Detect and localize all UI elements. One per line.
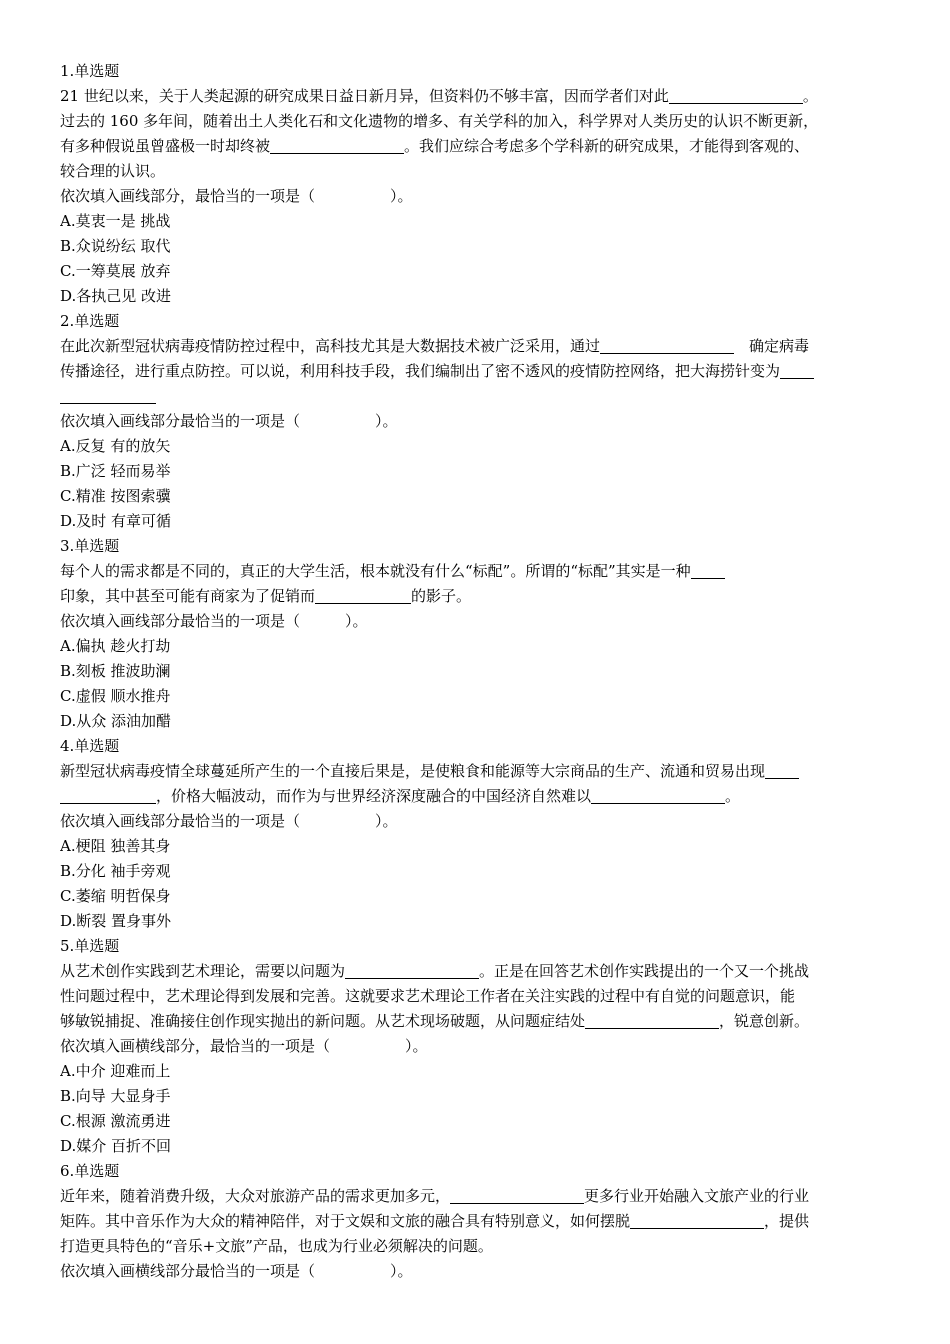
question-prompt: 依次填入画线部分，最恰当的一项是（ ）。 [60, 187, 413, 205]
stem-text: 确定病毒 [734, 337, 810, 355]
answer-option: B.刻板 推波助澜 [60, 662, 171, 680]
answer-option: C.一筹莫展 放弃 [60, 262, 171, 280]
answer-option: B.向导 大显身手 [60, 1087, 171, 1105]
stem-text: 从艺术创作实践到艺术理论，需要以问题为 [60, 962, 346, 980]
answer-option: A.梗阻 独善其身 [60, 837, 171, 855]
stem-text: 有多种假说虽曾盛极一时却终被 [60, 137, 271, 155]
answer-blank [345, 961, 479, 979]
stem-text: 够敏锐捕捉、准确接住创作现实抛出的新问题。从艺术现场破题，从问题症结处 [60, 1012, 586, 1030]
question-stem-line [60, 334, 886, 359]
stem-text: 的影子。 [411, 587, 472, 605]
question-number: 5.单选题 [60, 937, 120, 955]
question-prompt: 依次填入画线部分最恰当的一项是（ ）。 [60, 412, 398, 430]
question-stem-line [60, 959, 886, 984]
stem-text: 近年来，随着消费升级，大众对旅游产品的需求更加多元， [60, 1187, 451, 1205]
answer-option: C.精准 按图索骥 [60, 487, 171, 505]
question-number: 4.单选题 [60, 737, 120, 755]
question-stem-line [60, 384, 886, 409]
answer-option: A.反复 有的放矢 [60, 437, 171, 455]
question-prompt: 依次填入画横线部分，最恰当的一项是（ ）。 [60, 1037, 428, 1055]
answer-option: D.各执己见 改进 [60, 287, 172, 305]
answer-option: A.偏执 趁火打劫 [60, 637, 171, 655]
answer-blank [780, 361, 814, 379]
answer-blank [315, 586, 411, 604]
answer-option: C.虚假 顺水推舟 [60, 687, 171, 705]
stem-text: 。 [725, 787, 741, 805]
answer-option: A.中介 迎难而上 [60, 1062, 171, 1080]
stem-text: 打造更具特色的“音乐+文旅”产品，也成为行业必须解决的问题。 [60, 1237, 493, 1255]
answer-option: D.媒介 百折不回 [60, 1137, 172, 1155]
answer-blank [450, 1186, 584, 1204]
stem-text: 。我们应综合考虑多个学科新的研究成果，才能得到客观的、 [404, 137, 810, 155]
question-stem-line [60, 1209, 886, 1234]
answer-blank [630, 1211, 764, 1229]
stem-text: 较合理的认识。 [60, 162, 166, 180]
answer-option: D.从众 添油加醋 [60, 712, 172, 730]
question-stem-line [60, 84, 886, 109]
stem-text: 。正是在回答艺术创作实践提出的一个又一个挑战 [479, 962, 810, 980]
stem-text: 新型冠状病毒疫情全球蔓延所产生的一个直接后果是，是使粮食和能源等大宗商品的生产、流通和贸易出现 [60, 762, 766, 780]
stem-text: 在此次新型冠状病毒疫情防控过程中，高科技尤其是大数据技术被广泛采用，通过 [60, 337, 601, 355]
stem-text: 。 [802, 87, 818, 105]
question-stem-line [60, 1009, 886, 1034]
stem-text: ，锐意创新。 [719, 1012, 810, 1030]
stem-text: 性问题过程中，艺术理论得到发展和完善。这就要求艺术理论工作者在关注实践的过程中有自觉的问题意识，能 [60, 987, 796, 1005]
document-page [60, 59, 886, 1284]
question-stem-line [60, 1234, 886, 1259]
question-stem-line [60, 784, 886, 809]
question-number: 6.单选题 [60, 1162, 120, 1180]
answer-option: B.分化 袖手旁观 [60, 862, 171, 880]
stem-text: 每个人的需求都是不同的，真正的大学生活，根本就没有什么“标配”。所谓的“标配”其实是一种 [60, 562, 691, 580]
answer-blank [765, 761, 799, 779]
answer-blank [600, 336, 734, 354]
answer-blank [270, 136, 404, 154]
stem-text: 传播途径，进行重点防控。可以说，利用科技手段，我们编制出了密不透风的疫情防控网络，把大海捞针变为 [60, 362, 781, 380]
question-stem-line [60, 584, 886, 609]
question-number: 3.单选题 [60, 537, 120, 555]
answer-option: D.及时 有章可循 [60, 512, 172, 530]
stem-text: 矩阵。其中音乐作为大众的精神陪伴，对于文娱和文旅的融合具有特别意义，如何摆脱 [60, 1212, 631, 1230]
answer-option: A.莫衷一是 挑战 [60, 212, 171, 230]
question-stem-line [60, 134, 886, 159]
answer-blank [60, 786, 156, 804]
stem-text: 更多行业开始融入文旅产业的行业 [584, 1187, 810, 1205]
question-stem-line [60, 159, 886, 184]
answer-option: C.根源 激流勇进 [60, 1112, 171, 1130]
answer-option: D.断裂 置身事外 [60, 912, 172, 930]
stem-text: ，提供 [764, 1212, 810, 1230]
answer-blank [60, 386, 156, 404]
stem-text: ，价格大幅波动，而作为与世界经济深度融合的中国经济自然难以 [156, 787, 592, 805]
question-stem-line [60, 984, 886, 1009]
stem-text: 过去的 160 多年间，随着出土人类化石和文化遗物的增多、有关学科的加入，科学界对人类历史的认识不断更新， [60, 112, 819, 130]
answer-option: B.众说纷纭 取代 [60, 237, 171, 255]
answer-blank [691, 561, 725, 579]
answer-option: B.广泛 轻而易举 [60, 462, 171, 480]
question-stem-line [60, 559, 886, 584]
question-stem-line [60, 759, 886, 784]
question-prompt: 依次填入画线部分最恰当的一项是（ ）。 [60, 812, 398, 830]
answer-blank [591, 786, 725, 804]
stem-text: 印象，其中甚至可能有商家为了促销而 [60, 587, 316, 605]
question-number: 2.单选题 [60, 312, 120, 330]
answer-blank [585, 1011, 719, 1029]
question-stem-line [60, 109, 886, 134]
question-number: 1.单选题 [60, 62, 120, 80]
stem-text: 21 世纪以来，关于人类起源的研究成果日益日新月异，但资料仍不够丰富，因而学者们对此 [60, 87, 669, 105]
answer-option: C.萎缩 明哲保身 [60, 887, 171, 905]
question-stem-line [60, 1184, 886, 1209]
question-prompt: 依次填入画线部分最恰当的一项是（ ）。 [60, 612, 368, 630]
question-prompt: 依次填入画横线部分最恰当的一项是（ ）。 [60, 1262, 413, 1280]
answer-blank [669, 86, 803, 104]
question-stem-line [60, 359, 886, 384]
